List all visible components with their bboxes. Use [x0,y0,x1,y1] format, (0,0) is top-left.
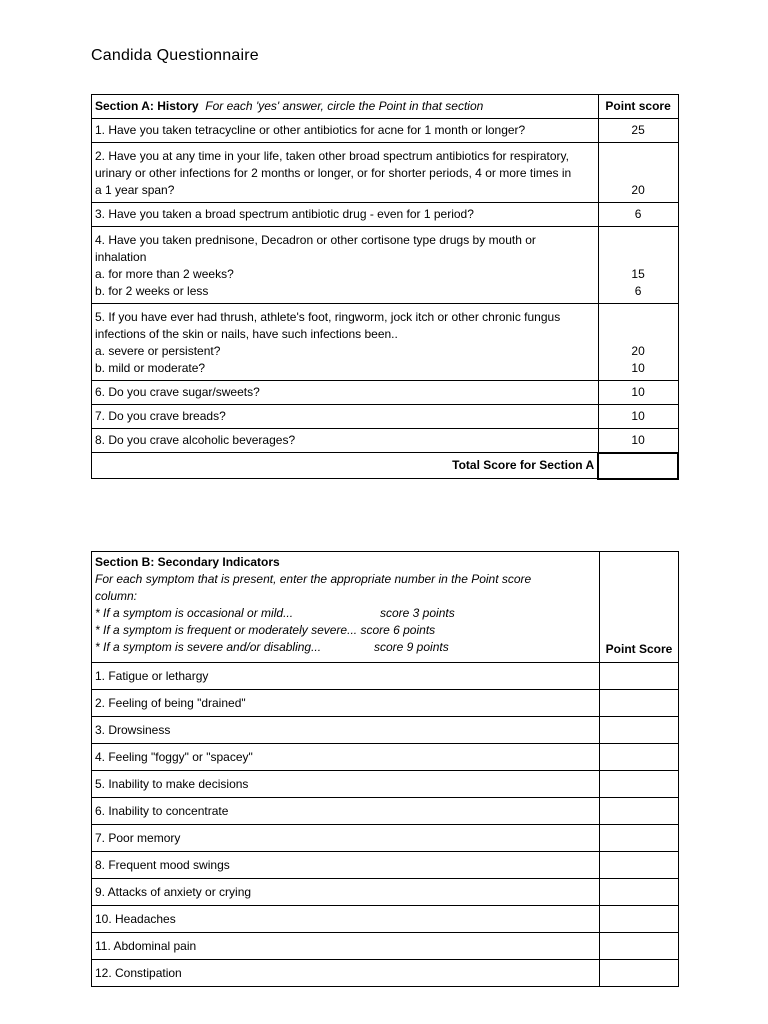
question-2-text [92,143,599,203]
section-b-instructions: For each symptom that is present, enter the appropriate number in the Point score [95,572,532,586]
scoring-rule-severe-label: * If a symptom is severe and/or disabling... [95,640,322,654]
question-5-score-a[interactable]: 20 [631,344,645,358]
section-a-header [92,95,599,119]
symptom-label: 12. Constipation [92,960,600,987]
symptom-label: 11. Abdominal pain [92,933,600,960]
scoring-rule-severe-score: score 9 points [374,640,449,654]
symptom-row [92,717,679,744]
symptom-label: 8. Frequent mood swings [92,852,600,879]
question-5-score-b[interactable]: 10 [631,361,645,375]
symptom-score-field[interactable] [600,717,679,744]
scoring-rule-moderate: * If a symptom is frequent or moderately severe... score 6 points [95,623,436,637]
question-2-line: 2. Have you at any time in your life, taken other broad spectrum antibiotics for respiratory, [95,149,569,163]
question-2-line: urinary or other infections for 2 months or longer, or for shorter periods, 4 or more times in [95,166,572,180]
section-a-title: Section A: History [95,99,199,113]
symptom-label: 4. Feeling "foggy" or "spacey" [92,744,600,771]
section-a-score-header: Point score [598,95,678,119]
symptom-row [92,690,679,717]
symptom-score-field[interactable] [600,690,679,717]
symptom-row [92,663,679,690]
question-6-score[interactable]: 10 [598,381,678,405]
scoring-rule-mild [95,605,596,622]
symptom-score-field[interactable] [600,771,679,798]
question-1-score[interactable]: 25 [598,119,678,143]
question-8-text: 8. Do you crave alcoholic beverages? [92,429,599,453]
scoring-rule-mild-label: * If a symptom is occasional or mild... [95,606,294,620]
question-5-line: infections of the skin or nails, have such infections been.. [95,327,398,341]
symptom-label: 7. Poor memory [92,825,600,852]
question-7-text: 7. Do you crave breads? [92,405,599,429]
question-3-text: 3. Have you taken a broad spectrum antibiotic drug - even for 1 period? [92,203,599,227]
question-row [92,203,679,227]
section-b-instructions-cont: column: [95,589,138,603]
symptom-label: 10. Headaches [92,906,600,933]
scoring-rule-severe [95,639,596,656]
total-row [92,453,679,479]
question-4-text [92,227,599,304]
question-5-line: 5. If you have ever had thrush, athlete's foot, ringworm, jock itch or other chronic fungus [95,310,561,324]
question-4-line: 4. Have you taken prednisone, Decadron or other cortisone type drugs by mouth or [95,233,536,247]
question-2-line: a 1 year span? [95,183,175,197]
symptom-score-field[interactable] [600,960,679,987]
question-5-option-b: b. mild or moderate? [95,361,206,375]
question-row [92,429,679,453]
symptom-label: 3. Drowsiness [92,717,600,744]
question-6-text: 6. Do you crave sugar/sweets? [92,381,599,405]
symptom-score-field[interactable] [600,933,679,960]
question-5-text [92,304,599,381]
question-4-scores [598,227,678,304]
symptom-label: 1. Fatigue or lethargy [92,663,600,690]
symptom-label: 6. Inability to concentrate [92,798,600,825]
question-row [92,227,679,304]
question-row [92,405,679,429]
question-8-score[interactable]: 10 [598,429,678,453]
question-4-score-a[interactable]: 15 [631,267,645,281]
question-row [92,119,679,143]
symptom-row [92,744,679,771]
total-score-label: Total Score for Section A [92,453,599,479]
question-4-option-b: b. for 2 weeks or less [95,284,209,298]
symptom-score-field[interactable] [600,825,679,852]
section-b-header [92,552,600,663]
question-4-line: inhalation [95,250,147,264]
question-7-score[interactable]: 10 [598,405,678,429]
symptom-row [92,825,679,852]
symptom-row [92,798,679,825]
symptom-score-field[interactable] [600,852,679,879]
symptom-score-field[interactable] [600,798,679,825]
total-score-field[interactable] [598,453,678,479]
symptom-score-field[interactable] [600,879,679,906]
question-5-scores [598,304,678,381]
symptom-row [92,852,679,879]
symptom-row [92,960,679,987]
question-4-option-a: a. for more than 2 weeks? [95,267,234,281]
symptom-label: 5. Inability to make decisions [92,771,600,798]
question-1-text: 1. Have you taken tetracycline or other antibiotics for acne for 1 month or longer? [92,119,599,143]
section-b-table [91,551,679,987]
question-row [92,143,679,203]
symptom-label: 9. Attacks of anxiety or crying [92,879,600,906]
symptom-row [92,906,679,933]
section-b-score-header: Point Score [600,552,679,663]
symptom-label: 2. Feeling of being "drained" [92,690,600,717]
section-a-table [91,94,679,480]
question-row [92,304,679,381]
section-b-header-row [92,552,679,663]
symptom-row [92,879,679,906]
question-3-score[interactable]: 6 [598,203,678,227]
question-4-score-b[interactable]: 6 [634,284,642,298]
section-a-instructions: For each 'yes' answer, circle the Point in that section [205,99,484,113]
question-2-score[interactable]: 20 [598,143,678,203]
page-title: Candida Questionnaire [91,47,259,64]
section-b-title: Section B: Secondary Indicators [95,555,280,569]
symptom-score-field[interactable] [600,663,679,690]
symptom-row [92,933,679,960]
symptom-row [92,771,679,798]
scoring-rule-mild-score: score 3 points [380,606,455,620]
symptom-score-field[interactable] [600,906,679,933]
question-5-option-a: a. severe or persistent? [95,344,221,358]
section-a-header-row [92,95,679,119]
question-row [92,381,679,405]
symptom-score-field[interactable] [600,744,679,771]
